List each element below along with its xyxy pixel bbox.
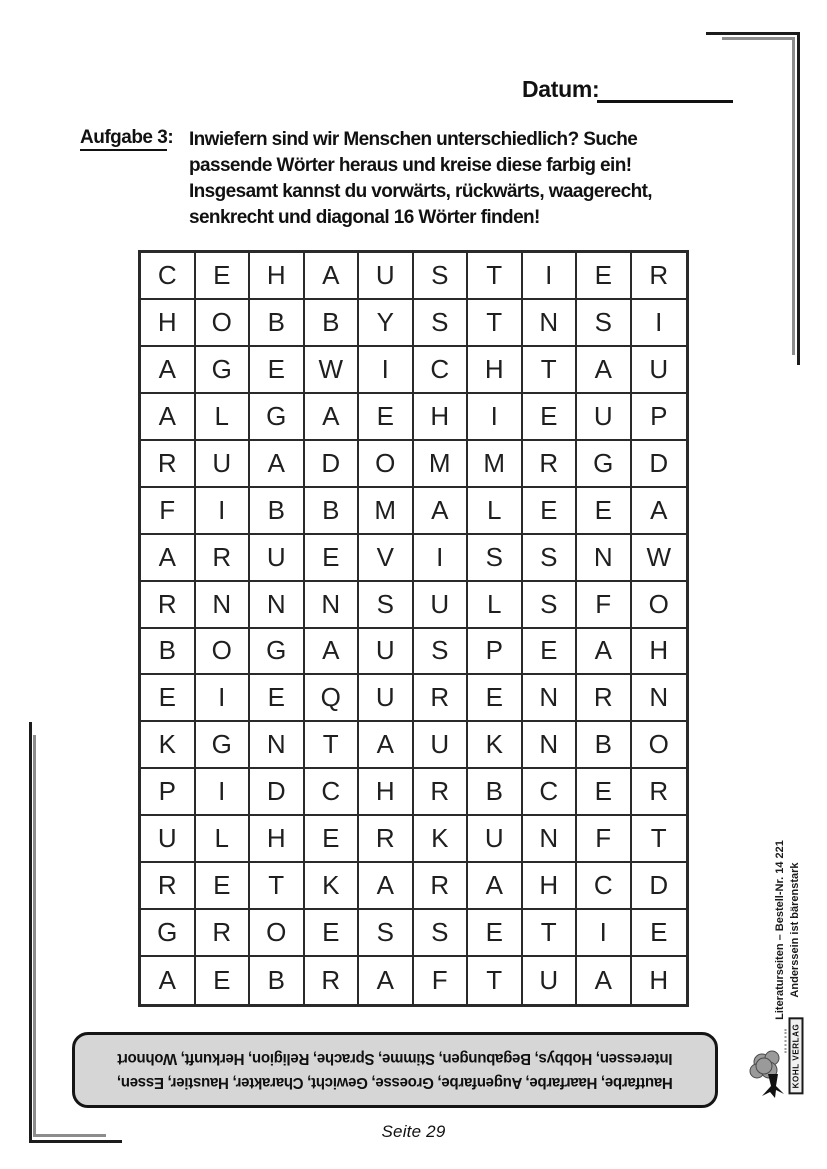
grid-cell[interactable]: D	[632, 441, 687, 488]
grid-cell[interactable]: P	[468, 629, 523, 676]
grid-cell[interactable]: Q	[305, 675, 360, 722]
margin-order-number: Literaturseiten – Bestell-Nr. 14 221	[774, 840, 786, 1020]
grid-cell[interactable]: S	[523, 535, 578, 582]
datum-label: Datum:	[522, 76, 600, 102]
grid-cell[interactable]: A	[359, 863, 414, 910]
grid-cell[interactable]: N	[250, 582, 305, 629]
grid-cell[interactable]: C	[414, 347, 469, 394]
grid-cell[interactable]: U	[414, 722, 469, 769]
grid-cell[interactable]: L	[468, 488, 523, 535]
grid-cell[interactable]: B	[468, 769, 523, 816]
grid-cell[interactable]: G	[196, 722, 251, 769]
grid-cell[interactable]: A	[359, 957, 414, 1004]
grid-cell[interactable]: F	[577, 816, 632, 863]
grid-cell[interactable]: C	[305, 769, 360, 816]
grid-cell[interactable]: B	[305, 488, 360, 535]
grid-cell[interactable]: T	[468, 253, 523, 300]
grid-cell[interactable]: S	[523, 582, 578, 629]
grid-cell[interactable]: O	[359, 441, 414, 488]
grid-cell[interactable]: A	[305, 629, 360, 676]
grid-cell[interactable]: R	[141, 441, 196, 488]
grid-cell[interactable]: U	[359, 253, 414, 300]
grid-cell[interactable]: A	[359, 722, 414, 769]
grid-cell[interactable]: D	[632, 863, 687, 910]
grid-cell[interactable]: A	[141, 347, 196, 394]
grid-cell[interactable]: E	[577, 769, 632, 816]
grid-cell[interactable]: G	[141, 910, 196, 957]
grid-cell[interactable]: N	[196, 582, 251, 629]
grid-cell[interactable]: H	[523, 863, 578, 910]
grid-cell[interactable]: I	[359, 347, 414, 394]
instruction-line: senkrecht und diagonal 16 Wörter finden!	[189, 207, 540, 228]
grid-cell[interactable]: M	[359, 488, 414, 535]
grid-cell[interactable]: A	[305, 394, 360, 441]
grid-cell[interactable]: E	[632, 910, 687, 957]
instruction-line: Inwiefern sind wir Menschen unterschiedlich? Suche	[189, 129, 638, 150]
grid-cell[interactable]: L	[468, 582, 523, 629]
grid-cell[interactable]: A	[414, 488, 469, 535]
grid-cell[interactable]: V	[359, 535, 414, 582]
grid-cell[interactable]: E	[250, 347, 305, 394]
grid-cell[interactable]: K	[141, 722, 196, 769]
grid-cell[interactable]: A	[141, 394, 196, 441]
grid-cell[interactable]: N	[577, 535, 632, 582]
grid-cell[interactable]: U	[632, 347, 687, 394]
grid-cell[interactable]: I	[577, 910, 632, 957]
grid-cell[interactable]: U	[141, 816, 196, 863]
corner-bracket-top-right-inner	[722, 37, 795, 355]
grid-cell[interactable]: E	[523, 394, 578, 441]
logo-tagline-mark	[785, 1029, 788, 1053]
grid-cell[interactable]: O	[632, 722, 687, 769]
grid-cell[interactable]: E	[305, 910, 360, 957]
grid-cell[interactable]: K	[468, 722, 523, 769]
grid-cell[interactable]: C	[141, 253, 196, 300]
grid-cell[interactable]: S	[414, 253, 469, 300]
grid-cell[interactable]: R	[632, 253, 687, 300]
grid-cell[interactable]: M	[468, 441, 523, 488]
grid-cell[interactable]: O	[196, 629, 251, 676]
grid-cell[interactable]: N	[250, 722, 305, 769]
grid-cell[interactable]: N	[632, 675, 687, 722]
instruction-line: Insgesamt kannst du vorwärts, rückwärts, waagerecht,	[189, 181, 652, 202]
tree-logo-icon	[748, 1046, 790, 1100]
grid-cell[interactable]: E	[196, 957, 251, 1004]
grid-cell[interactable]: K	[305, 863, 360, 910]
grid-cell[interactable]: H	[632, 629, 687, 676]
datum-blank-line[interactable]	[597, 99, 733, 103]
word-search-grid	[138, 250, 689, 1007]
grid-cell[interactable]: E	[196, 253, 251, 300]
grid-cell[interactable]: S	[414, 910, 469, 957]
task-instructions	[189, 127, 652, 231]
grid-cell[interactable]: E	[141, 675, 196, 722]
grid-cell[interactable]: E	[305, 535, 360, 582]
grid-cell[interactable]: F	[577, 582, 632, 629]
grid-cell[interactable]: R	[196, 910, 251, 957]
grid-cell[interactable]: B	[577, 722, 632, 769]
grid-cell[interactable]: B	[250, 957, 305, 1004]
grid-cell[interactable]: R	[632, 769, 687, 816]
margin-book-title: Anderssein ist bärenstark	[789, 862, 801, 998]
grid-cell[interactable]: A	[141, 957, 196, 1004]
grid-cell[interactable]: S	[414, 300, 469, 347]
grid-cell[interactable]: T	[523, 347, 578, 394]
grid-cell[interactable]: F	[414, 957, 469, 1004]
grid-cell[interactable]: N	[305, 582, 360, 629]
grid-cell[interactable]: P	[632, 394, 687, 441]
grid-cell[interactable]: U	[577, 394, 632, 441]
grid-cell[interactable]: N	[523, 816, 578, 863]
task-label	[80, 127, 173, 149]
grid-cell[interactable]: R	[414, 675, 469, 722]
grid-cell[interactable]: H	[468, 347, 523, 394]
grid-cell[interactable]: G	[577, 441, 632, 488]
grid-cell[interactable]: S	[577, 300, 632, 347]
grid-cell[interactable]: R	[141, 582, 196, 629]
grid-cell[interactable]: N	[523, 300, 578, 347]
grid-cell[interactable]: C	[577, 863, 632, 910]
grid-cell[interactable]: W	[632, 535, 687, 582]
grid-cell[interactable]: U	[414, 582, 469, 629]
task-label-text: Aufgabe 3	[80, 127, 167, 151]
grid-cell[interactable]: A	[305, 253, 360, 300]
grid-cell[interactable]: U	[196, 441, 251, 488]
grid-cell[interactable]: P	[141, 769, 196, 816]
grid-cell[interactable]: L	[196, 816, 251, 863]
grid-cell[interactable]: N	[523, 675, 578, 722]
solution-word-box	[72, 1032, 718, 1108]
grid-cell[interactable]: B	[305, 300, 360, 347]
grid-cell[interactable]: I	[468, 394, 523, 441]
grid-cell[interactable]: S	[359, 910, 414, 957]
grid-cell[interactable]: E	[196, 863, 251, 910]
grid-cell[interactable]: H	[414, 394, 469, 441]
instruction-line: passende Wörter heraus und kreise diese farbig ein!	[189, 155, 632, 176]
grid-cell[interactable]: Y	[359, 300, 414, 347]
grid-cell[interactable]: A	[468, 863, 523, 910]
grid-cell[interactable]: E	[523, 629, 578, 676]
grid-cell[interactable]: E	[250, 675, 305, 722]
grid-cell[interactable]: E	[305, 816, 360, 863]
grid-cell[interactable]: I	[196, 488, 251, 535]
grid-cell[interactable]: R	[305, 957, 360, 1004]
grid-cell[interactable]: I	[523, 253, 578, 300]
grid-cell[interactable]: S	[359, 582, 414, 629]
grid-cell[interactable]: U	[359, 675, 414, 722]
grid-cell[interactable]: H	[359, 769, 414, 816]
grid-cell[interactable]: A	[577, 957, 632, 1004]
grid-cell[interactable]: H	[649, 965, 669, 996]
grid-cell[interactable]: H	[141, 300, 196, 347]
grid-cell[interactable]: L	[196, 394, 251, 441]
grid-cell[interactable]: G	[250, 629, 305, 676]
grid-cell[interactable]: E	[577, 488, 632, 535]
grid-cell[interactable]: I	[414, 535, 469, 582]
publisher-logo-label: KOHL VERLAG	[789, 1018, 804, 1095]
grid-cell[interactable]: R	[414, 769, 469, 816]
grid-cell[interactable]: G	[250, 394, 305, 441]
grid-cell[interactable]: O	[196, 300, 251, 347]
grid-cell[interactable]: I	[632, 300, 687, 347]
grid-cell[interactable]: B	[250, 300, 305, 347]
grid-cell[interactable]: D	[250, 769, 305, 816]
grid-cell[interactable]: E	[523, 488, 578, 535]
grid-cell[interactable]: E	[468, 910, 523, 957]
grid-cell[interactable]: N	[523, 722, 578, 769]
task-label-colon: :	[167, 127, 174, 148]
grid-cell[interactable]: U	[468, 816, 523, 863]
grid-cell[interactable]: A	[141, 535, 196, 582]
grid-cell[interactable]: R	[359, 816, 414, 863]
grid-cell[interactable]: T	[250, 863, 305, 910]
grid-cell[interactable]: S	[414, 629, 469, 676]
grid-cell[interactable]: D	[305, 441, 360, 488]
grid-cell[interactable]: O	[250, 910, 305, 957]
grid-cell[interactable]: H	[250, 816, 305, 863]
solution-words-line: Hautfarbe, Haarfarbe, Augenfarbe, Groesse, Gewicht, Charakter, Haustier, Essen,	[117, 1074, 673, 1091]
grid-cell[interactable]: E	[468, 675, 523, 722]
grid-cell[interactable]: C	[523, 769, 578, 816]
grid-cell[interactable]: U	[523, 957, 578, 1004]
grid-cell[interactable]: A	[632, 488, 687, 535]
grid-cell[interactable]: R	[577, 675, 632, 722]
grid-cell[interactable]: F	[141, 488, 196, 535]
grid-cell[interactable]: E	[359, 394, 414, 441]
grid-cell[interactable]: A	[250, 441, 305, 488]
grid-cell[interactable]: T	[523, 910, 578, 957]
grid-cell[interactable]: I	[196, 675, 251, 722]
grid-cell[interactable]: E	[577, 253, 632, 300]
corner-bracket-top-right-outer	[706, 32, 800, 365]
grid-cell[interactable]: H	[250, 253, 305, 300]
grid-cell[interactable]: A	[577, 629, 632, 676]
grid-cell[interactable]: A	[577, 347, 632, 394]
grid-cell[interactable]: R	[196, 535, 251, 582]
grid-cell[interactable]: T	[305, 722, 360, 769]
grid-cell[interactable]: U	[359, 629, 414, 676]
grid-cell[interactable]: M	[414, 441, 469, 488]
grid-cell[interactable]: T	[468, 300, 523, 347]
grid-cell[interactable]: I	[196, 769, 251, 816]
page-number: Seite 29	[381, 1122, 446, 1141]
grid-cell[interactable]: R	[141, 863, 196, 910]
grid-cell[interactable]: T	[632, 816, 687, 863]
solution-word-box-rotated-content	[94, 1035, 696, 1105]
grid-cell[interactable]: S	[468, 535, 523, 582]
grid-cell[interactable]: T	[468, 957, 523, 1004]
grid-cell[interactable]: K	[414, 816, 469, 863]
grid-cell[interactable]: B	[250, 488, 305, 535]
grid-cell[interactable]: O	[632, 582, 687, 629]
grid-cell[interactable]: U	[250, 535, 305, 582]
grid-cell[interactable]: R	[523, 441, 578, 488]
grid-cell[interactable]: G	[196, 347, 251, 394]
solution-words-line: Interessen, Hobbys, Begabungen, Stimme, Sprache, Religion, Herkunft, Wohnort	[117, 1050, 673, 1067]
grid-cell[interactable]: W	[305, 347, 360, 394]
grid-cell[interactable]: B	[141, 629, 196, 676]
grid-cell[interactable]: R	[414, 863, 469, 910]
